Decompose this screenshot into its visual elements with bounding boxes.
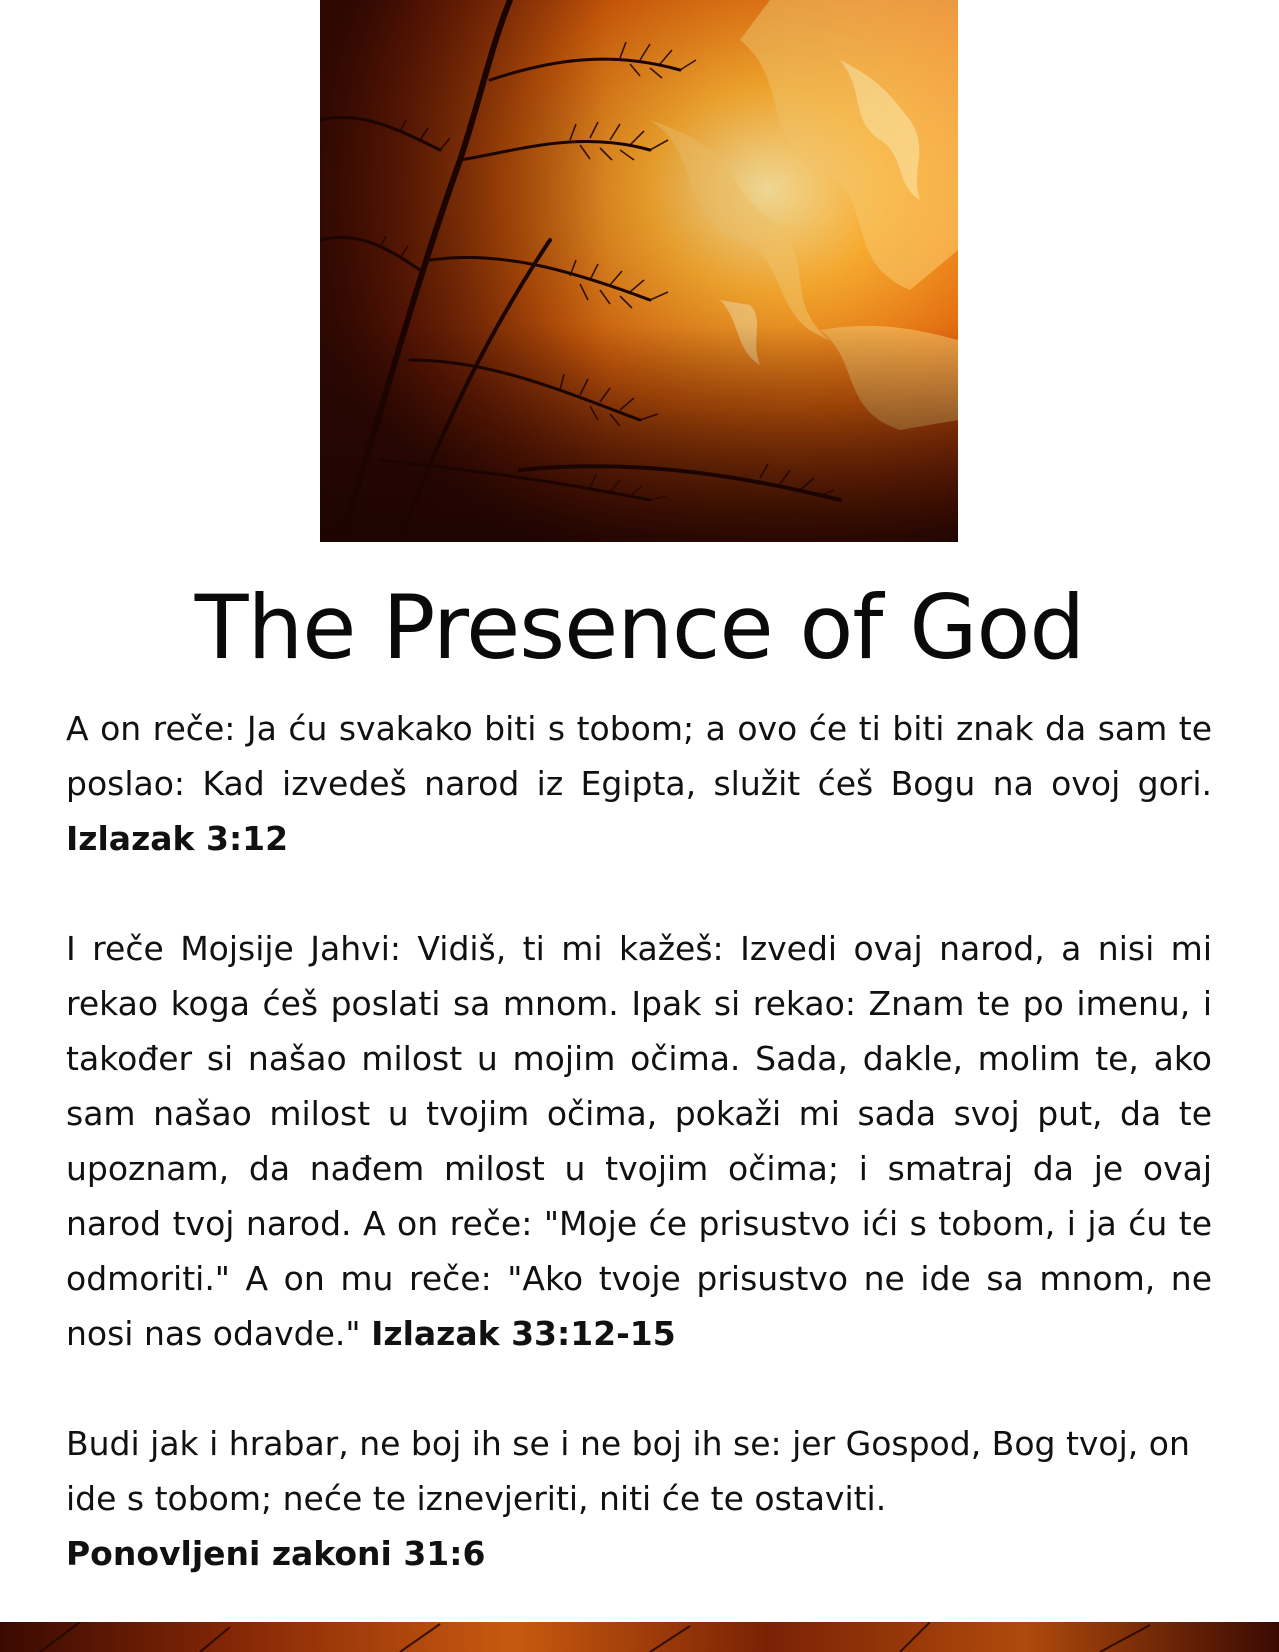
passage-2 [66,921,1212,1361]
passage-reference: Ponovljeni zakoni 31:6 [66,1534,486,1573]
passage-3 [66,1416,1212,1581]
passage-reference: Izlazak 3:12 [66,819,289,858]
fire-strip-image [0,1622,1279,1652]
scripture-passages [66,701,1212,1581]
burning-bush-image [320,0,958,542]
passage-reference: Izlazak 33:12-15 [371,1314,676,1353]
fire-strip-illustration [0,1622,1279,1652]
passage-text: I reče Mojsije Jahvi: Vidiš, ti mi kažeš: Izvedi ovaj narod, a nisi mi rekao koga ćeš poslati sa mnom. Ipak si rekao: Znam te po imenu, i također si našao milost u mojim očima. Sada, dakle, molim te, ako sam našao milost u tvojim očima, pokaži mi sada svoj put, da te upoznam, da nađem milost u tvojim očima; i smatraj da je ovaj narod tvoj narod. A on reče: "Moje će prisustvo ići s tobom, i ja ću te odmoriti." A on mu reče: "Ako tvoje prisustvo ne ide sa mnom, ne nosi nas odavde." [66,929,1212,1353]
fire-illustration [320,0,958,542]
page-title: The Presence of God [194,576,1085,679]
passage-text: A on reče: Ja ću svakako biti s tobom; a ovo će ti biti znak da sam te poslao: Kad izvedeš narod iz Egipta, služit ćeš Bogu na ovoj gori. [66,709,1212,803]
passage-text: Budi jak i hrabar, ne boj ih se i ne boj ih se: jer Gospod, Bog tvoj, on ide s tobom; neće te iznevjeriti, niti će te ostaviti. [66,1424,1190,1518]
passage-1 [66,701,1212,866]
